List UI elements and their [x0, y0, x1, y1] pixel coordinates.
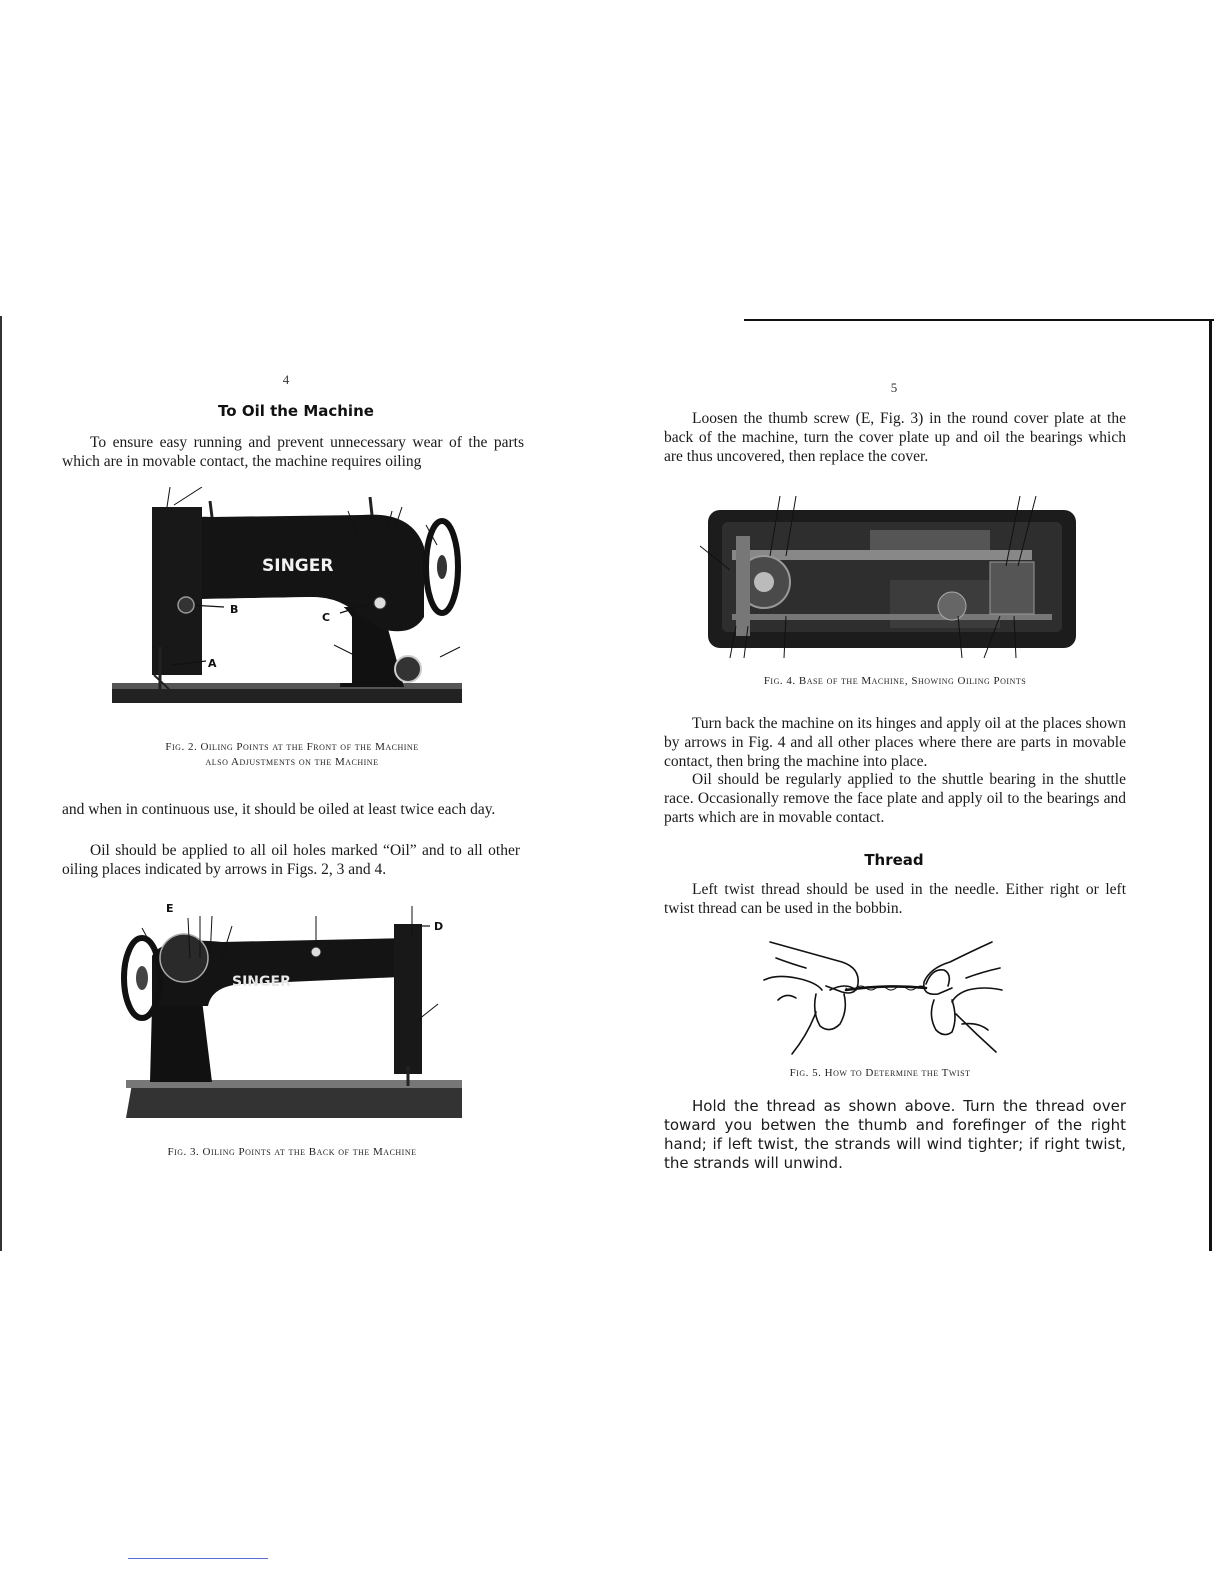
label-b: B [230, 603, 239, 616]
paragraph-shuttle-bearing: Oil should be regularly applied to the shuttle bearing in the shuttle race. Occasionally remove the face plate and apply oil to the bearings and parts which are in movable contact. [664, 771, 1126, 826]
figure-5-thread-twist [756, 938, 1006, 1060]
paragraph-continuous-use: and when in continuous use, it should be oiled at least twice each day. [62, 801, 496, 818]
bottom-link-underline [128, 1558, 268, 1559]
figure-5-caption: Fig. 5. How to Determine the Twist [789, 1067, 971, 1079]
left-page-edge [0, 316, 2, 1251]
label-a: A [208, 657, 217, 670]
right-page-top-edge [744, 319, 1214, 321]
heading-thread: Thread [864, 851, 924, 869]
page-number-left: 4 [282, 372, 290, 387]
figure-2-caption [112, 740, 472, 770]
paragraph-hold-thread: Hold the thread as shown above. Turn the thread over toward you betwen the thumb and forefinger of the right hand; if left twist, the strands will wind tighter; if right twist, the strands will unwind. [664, 1097, 1126, 1172]
paragraph-ensure-running: To ensure easy running and prevent unnecessary wear of the parts which are in movable contact, the machine requires oiling [62, 434, 524, 470]
hands-twisting-thread-illustration [756, 938, 1006, 1060]
machine-base-illustration [700, 496, 1082, 658]
figure-3-back-machine [112, 896, 472, 1128]
figure-4-base-machine [700, 496, 1082, 658]
brand-label-fig2: SINGER [262, 556, 334, 576]
page-number-right: 5 [890, 380, 898, 395]
paragraph-loosen-thumb-screw: Loosen the thumb screw (E, Fig. 3) in the round cover plate at the back of the machine, turn the cover plate up and oil the bearings which are thus uncovered, then replace the cover. [664, 410, 1126, 465]
paragraph-left-twist: Left twist thread should be used in the needle. Either right or left twist thread can be used in the bobbin. [664, 881, 1126, 917]
paragraph-oil-holes: Oil should be applied to all oil holes marked “Oil” and to all other oiling places indicated by arrows in Figs. 2, 3 and 4. [62, 842, 520, 878]
paragraph-turn-back-machine: Turn back the machine on its hinges and apply oil at the places shown by arrows in Fig. 4 and all other places where there are parts in movable contact, then bring the machine into place. [664, 715, 1126, 770]
figure-2-caption-line2: also Adjustments on the Machine [205, 756, 379, 768]
sewing-machine-front-illustration [112, 487, 466, 725]
label-e: E [166, 902, 174, 915]
figure-2-front-machine [112, 487, 466, 725]
label-c: C [322, 611, 331, 624]
brand-label-fig3: SINGER [232, 974, 291, 990]
sewing-machine-back-illustration [112, 896, 472, 1128]
figure-4-caption: Fig. 4. Base of the Machine, Showing Oiling Points [763, 675, 1027, 687]
figure-3-caption: Fig. 3. Oiling Points at the Back of the Machine [167, 1146, 417, 1158]
label-d: D [434, 920, 444, 933]
heading-oil-machine: To Oil the Machine [218, 402, 374, 420]
right-page-side-edge [1209, 319, 1212, 1251]
figure-2-caption-line1: Fig. 2. Oiling Points at the Front of the Machine [165, 741, 419, 753]
